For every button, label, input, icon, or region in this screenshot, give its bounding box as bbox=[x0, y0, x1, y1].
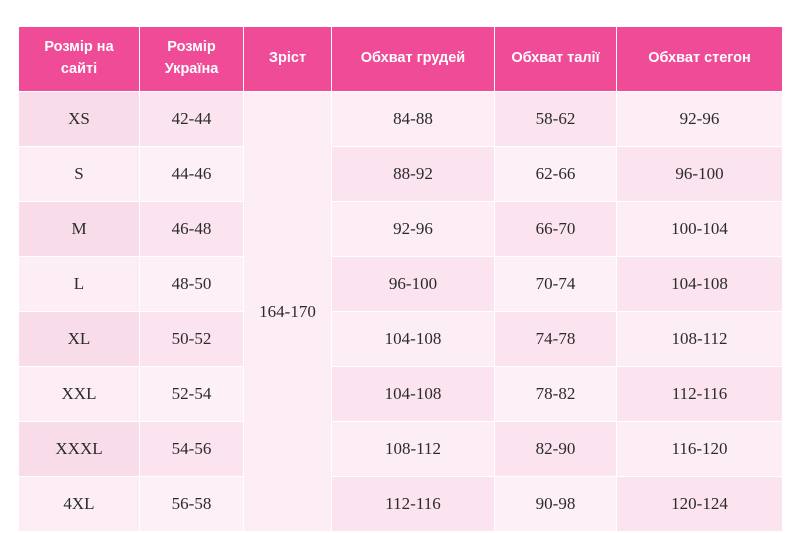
table-row bbox=[19, 312, 783, 367]
cell-waist: 78-82 bbox=[495, 367, 617, 422]
cell-hips: 92-96 bbox=[617, 92, 783, 147]
header-hips: Обхват стегон bbox=[617, 27, 783, 92]
cell-hips: 120-124 bbox=[617, 477, 783, 532]
cell-hips: 96-100 bbox=[617, 147, 783, 202]
cell-hips: 116-120 bbox=[617, 422, 783, 477]
table-body bbox=[19, 92, 783, 532]
header-site-size: Розмір на сайті bbox=[19, 27, 140, 92]
header-ukraine-size: Розмір Україна bbox=[140, 27, 244, 92]
cell-site-size: 4XL bbox=[19, 477, 140, 532]
cell-ukraine-size: 50-52 bbox=[140, 312, 244, 367]
table-row bbox=[19, 92, 783, 147]
cell-waist: 70-74 bbox=[495, 257, 617, 312]
table-row bbox=[19, 367, 783, 422]
cell-hips: 100-104 bbox=[617, 202, 783, 257]
header-chest: Обхват грудей bbox=[332, 27, 495, 92]
cell-hips: 112-116 bbox=[617, 367, 783, 422]
cell-chest: 104-108 bbox=[332, 312, 495, 367]
cell-ukraine-size: 52-54 bbox=[140, 367, 244, 422]
cell-site-size: L bbox=[19, 257, 140, 312]
cell-ukraine-size: 44-46 bbox=[140, 147, 244, 202]
cell-waist: 74-78 bbox=[495, 312, 617, 367]
cell-waist: 90-98 bbox=[495, 477, 617, 532]
cell-ukraine-size: 48-50 bbox=[140, 257, 244, 312]
cell-chest: 88-92 bbox=[332, 147, 495, 202]
table-row bbox=[19, 477, 783, 532]
size-chart-table bbox=[18, 26, 783, 532]
header-height: Зріст bbox=[244, 27, 332, 92]
table-row bbox=[19, 257, 783, 312]
table-header-row bbox=[19, 27, 783, 92]
cell-ukraine-size: 54-56 bbox=[140, 422, 244, 477]
table-header bbox=[19, 27, 783, 92]
cell-site-size: XL bbox=[19, 312, 140, 367]
cell-waist: 58-62 bbox=[495, 92, 617, 147]
cell-chest: 108-112 bbox=[332, 422, 495, 477]
header-waist: Обхват талії bbox=[495, 27, 617, 92]
cell-hips: 108-112 bbox=[617, 312, 783, 367]
cell-chest: 104-108 bbox=[332, 367, 495, 422]
cell-site-size: XXL bbox=[19, 367, 140, 422]
cell-height: 164-170 bbox=[244, 92, 332, 532]
table-row bbox=[19, 422, 783, 477]
cell-site-size: M bbox=[19, 202, 140, 257]
cell-ukraine-size: 56-58 bbox=[140, 477, 244, 532]
cell-waist: 82-90 bbox=[495, 422, 617, 477]
cell-chest: 112-116 bbox=[332, 477, 495, 532]
cell-waist: 62-66 bbox=[495, 147, 617, 202]
cell-site-size: S bbox=[19, 147, 140, 202]
table-row bbox=[19, 147, 783, 202]
table-row bbox=[19, 202, 783, 257]
cell-chest: 84-88 bbox=[332, 92, 495, 147]
cell-site-size: XXXL bbox=[19, 422, 140, 477]
cell-ukraine-size: 42-44 bbox=[140, 92, 244, 147]
cell-chest: 96-100 bbox=[332, 257, 495, 312]
cell-ukraine-size: 46-48 bbox=[140, 202, 244, 257]
cell-hips: 104-108 bbox=[617, 257, 783, 312]
cell-chest: 92-96 bbox=[332, 202, 495, 257]
cell-site-size: XS bbox=[19, 92, 140, 147]
cell-waist: 66-70 bbox=[495, 202, 617, 257]
size-chart-container bbox=[18, 26, 782, 532]
